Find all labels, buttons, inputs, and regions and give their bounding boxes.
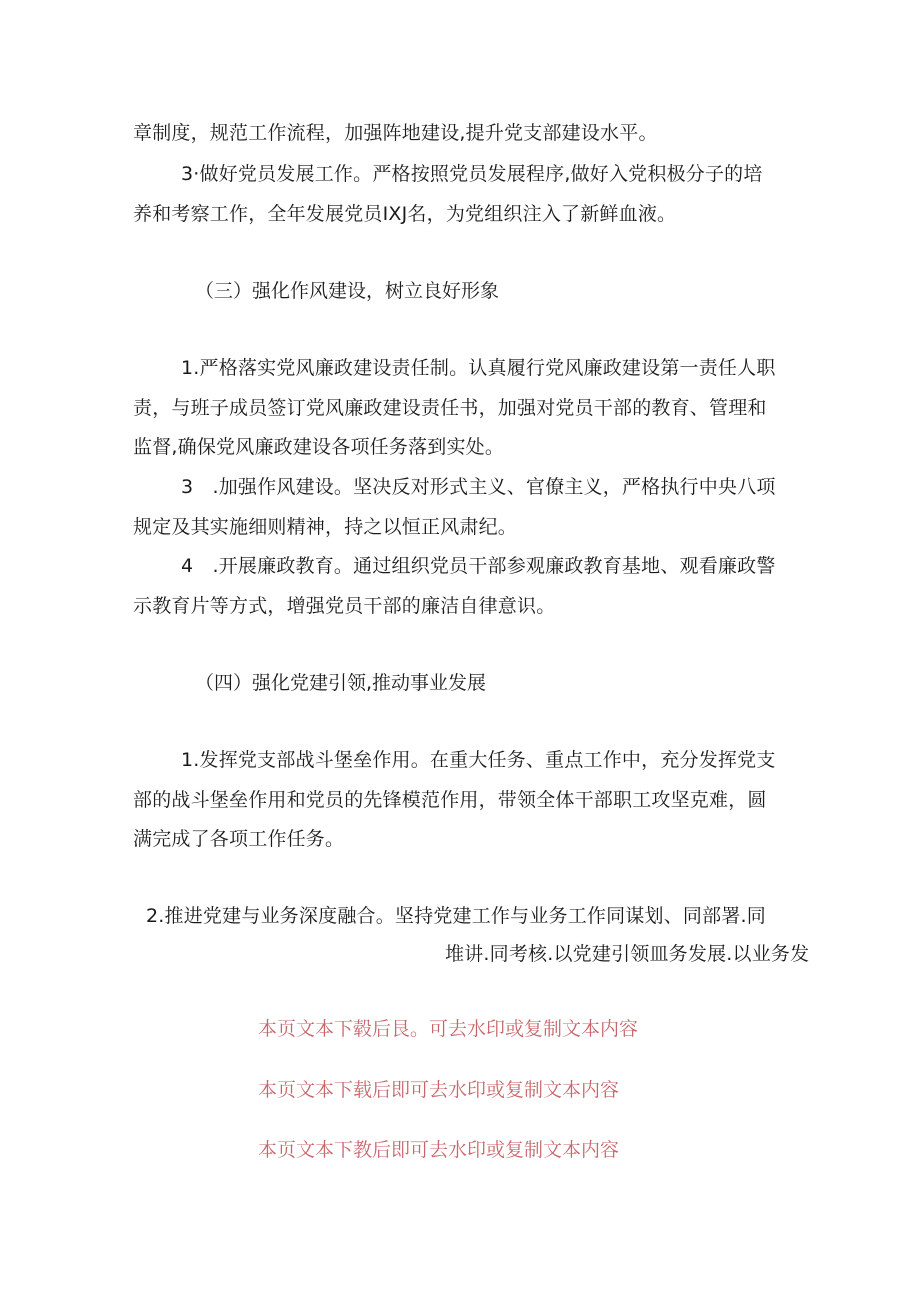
paragraph-line: 规定及其实施细则精神，持之以恒正风肃纪。 (133, 516, 518, 538)
watermark-text: 本页文本下载后即可去水印或复制文本内容 (258, 1079, 620, 1101)
paragraph-line: 满完成了各项工作任务。 (133, 828, 345, 850)
paragraph-line: 4 .开展廉政教育。通过组织党员干部参观廉政教育基地、观看廉政警 (181, 555, 776, 577)
paragraph-line: 堆讲.同考核.以党建引领皿务发展.以业务发 (445, 943, 810, 965)
paragraph-line: 3·做好党员发展工作。严格按照党员发展程序,做好入党积极分子的培 (181, 163, 763, 185)
section-heading: （四）强化党建引领,推动事业发展 (195, 672, 487, 694)
paragraph-line: 监督,确保党风廉政建设各项任务落到实处。 (133, 436, 505, 458)
paragraph-line: 责，与班子成员签订党风廉政建设责任书，加强对党员干部的教育、管理和 (133, 397, 767, 419)
watermark-text: 本页文本下教后即可去水印或复制文本内容 (258, 1139, 620, 1161)
watermark-text: 本页文本下毂后艮。可去水印或复制文本内容 (258, 1018, 639, 1040)
paragraph-line: 示教育片等方式，增强党员干部的廉洁自律意识。 (133, 595, 556, 617)
paragraph-line: 3 .加强作风建设。坚决反对形式主义、官僚主义，严格执行中央八项 (181, 476, 776, 498)
paragraph-line: 1.严格落实党风廉政建设责任制。认真履行党风廉政建设第一责任人职 (181, 357, 776, 379)
paragraph-line: 养和考察工作，全年发展党员IXJ名，为党组织注入了新鲜血液。 (133, 203, 677, 225)
paragraph-line: 2.推进党建与业务深度融合。坚持党建工作与业务工作同谋划、同部署.同 (146, 905, 766, 927)
paragraph-line: 章制度，规范工作流程，加强阵地建设,提升党支部建设水平。 (133, 122, 658, 144)
paragraph-line: 1.发挥党支部战斗堡垒作用。在重大任务、重点工作中，充分发挥党支 (181, 749, 776, 771)
paragraph-line: 部的战斗堡垒作用和党员的先锋模范作用，带领全体干部职工攻坚克难，圆 (133, 789, 767, 811)
section-heading: （三）强化作风建设，树立良好形象 (195, 280, 500, 302)
